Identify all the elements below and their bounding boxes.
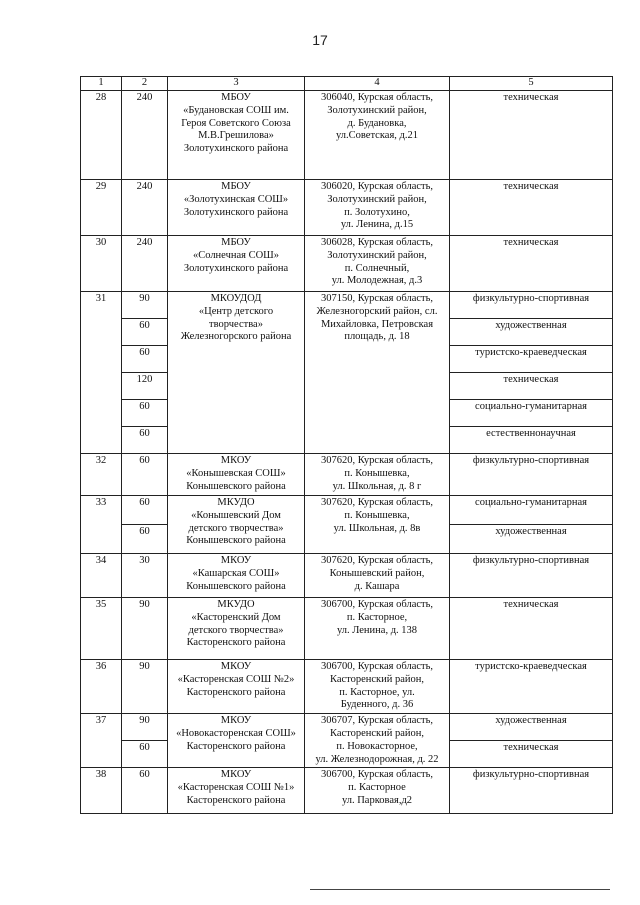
row-number-cell: 35 bbox=[81, 598, 122, 660]
capacity-cell: 60 bbox=[122, 454, 168, 496]
organization-cell bbox=[168, 292, 305, 454]
cell-text-line: Буденного, д. 36 bbox=[340, 699, 414, 711]
direction-cell: техническая bbox=[450, 741, 613, 768]
table-row bbox=[81, 554, 613, 598]
cell-text-line: Конышевский район, bbox=[329, 567, 425, 579]
cell-text-line: ул. Железнодорожная, д. 22 bbox=[315, 753, 439, 765]
cell-text-line: площадь, д. 18 bbox=[344, 331, 410, 343]
organization-cell bbox=[168, 180, 305, 236]
cell-text-line: п. Конышевка, bbox=[344, 467, 410, 479]
address-cell bbox=[305, 554, 450, 598]
capacity-cell: 90 bbox=[122, 660, 168, 714]
address-cell bbox=[305, 180, 450, 236]
capacity-cell: 60 bbox=[122, 768, 168, 814]
direction-cell: техническая bbox=[450, 373, 613, 400]
capacity-cell: 60 bbox=[122, 427, 168, 454]
table-row bbox=[81, 598, 613, 660]
header-cell: 1 bbox=[81, 77, 122, 91]
cell-text-line: п. Конышевка, bbox=[344, 509, 410, 521]
cell-text-line: Конышевского района bbox=[186, 480, 286, 492]
capacity-cell: 60 bbox=[122, 496, 168, 525]
cell-text-line: «Центр детского bbox=[198, 305, 274, 317]
row-number-cell: 38 bbox=[81, 768, 122, 814]
cell-text-line: 306020, Курская область, bbox=[320, 181, 434, 192]
row-number-cell: 31 bbox=[81, 292, 122, 454]
cell-text-line: д. Будановка, bbox=[347, 117, 407, 129]
cell-text-line: Касторенский район, bbox=[329, 673, 425, 685]
cell-text-line: «Конышевский Дом bbox=[191, 509, 281, 521]
cell-text-line: М.В.Грешилова» bbox=[198, 130, 274, 142]
organization-cell bbox=[168, 554, 305, 598]
cell-text-line: ул. Ленина, д. 138 bbox=[336, 624, 418, 636]
cell-text-line: ул. Ленина, д.15 bbox=[340, 219, 414, 231]
cell-text-line: 307620, Курская область, bbox=[320, 555, 434, 566]
direction-cell: техническая bbox=[450, 180, 613, 236]
cell-text-line: МКОУ bbox=[220, 555, 252, 566]
cell-text-line: ул. Парковая,д2 bbox=[341, 794, 413, 806]
cell-text-line: Михайловка, Петровская bbox=[320, 318, 434, 330]
address-cell bbox=[305, 660, 450, 714]
header-cell: 5 bbox=[450, 77, 613, 91]
cell-text-line: Касторенского района bbox=[186, 794, 286, 806]
direction-cell: техническая bbox=[450, 598, 613, 660]
cell-text-line: «Касторенская СОШ №2» bbox=[177, 673, 295, 685]
table-row bbox=[81, 180, 613, 236]
capacity-cell: 90 bbox=[122, 714, 168, 741]
address-cell bbox=[305, 598, 450, 660]
cell-text-line: «Солнечная СОШ» bbox=[192, 249, 280, 261]
cell-text-line: п. Новокасторное, bbox=[336, 740, 418, 752]
capacity-cell: 90 bbox=[122, 598, 168, 660]
cell-text-line: Конышевского района bbox=[186, 535, 286, 547]
direction-cell: физкультурно-спортивная bbox=[450, 454, 613, 496]
cell-text-line: Золотухинского района bbox=[183, 206, 289, 218]
cell-text-line: 306707, Курская область, bbox=[320, 715, 434, 727]
cell-text-line: Конышевского района bbox=[186, 580, 286, 592]
cell-text-line: Золотухинский район, bbox=[327, 104, 427, 116]
cell-text-line: Касторенского района bbox=[186, 686, 286, 698]
cell-text-line: МКОУ bbox=[220, 769, 252, 781]
capacity-cell: 30 bbox=[122, 554, 168, 598]
organization-cell bbox=[168, 768, 305, 814]
header-cell: 3 bbox=[168, 77, 305, 91]
cell-text-line: «Конышевская СОШ» bbox=[186, 467, 286, 479]
table-row bbox=[81, 292, 613, 319]
table-row bbox=[81, 454, 613, 496]
organization-cell bbox=[168, 660, 305, 714]
institutions-table bbox=[80, 76, 613, 814]
capacity-cell: 120 bbox=[122, 373, 168, 400]
header-cell: 4 bbox=[305, 77, 450, 91]
table-row bbox=[81, 236, 613, 292]
direction-cell: туристско-краеведческая bbox=[450, 346, 613, 373]
cell-text-line: МКОУ bbox=[220, 661, 252, 672]
row-number-cell: 29 bbox=[81, 180, 122, 236]
cell-text-line: МКОУДОД bbox=[210, 293, 262, 304]
footer-rule bbox=[310, 889, 610, 890]
capacity-cell: 60 bbox=[122, 319, 168, 346]
cell-text-line: 306040, Курская область, bbox=[320, 92, 434, 103]
cell-text-line: 306700, Курская область, bbox=[320, 661, 434, 672]
cell-text-line: детского творчества» bbox=[188, 522, 284, 534]
direction-cell: техническая bbox=[450, 236, 613, 292]
direction-cell: техническая bbox=[450, 91, 613, 180]
row-number-cell: 28 bbox=[81, 91, 122, 180]
direction-cell: физкультурно-спортивная bbox=[450, 768, 613, 814]
row-number-cell: 33 bbox=[81, 496, 122, 554]
cell-text-line: 307620, Курская область, bbox=[320, 497, 434, 508]
address-cell bbox=[305, 454, 450, 496]
organization-cell bbox=[168, 598, 305, 660]
cell-text-line: МБОУ bbox=[221, 237, 251, 248]
table-row bbox=[81, 496, 613, 525]
table-row bbox=[81, 714, 613, 741]
cell-text-line: Золотухинского района bbox=[183, 262, 289, 274]
cell-text-line: 307150, Курская область, bbox=[320, 293, 434, 304]
header-cell: 2 bbox=[122, 77, 168, 91]
cell-text-line: 306700, Курская область, bbox=[320, 769, 434, 781]
cell-text-line: Героя Советского Союза bbox=[181, 117, 291, 129]
cell-text-line: МКОУ bbox=[220, 455, 252, 466]
cell-text-line: п. Золотухино, bbox=[344, 206, 410, 218]
cell-text-line: МКУДО bbox=[217, 599, 255, 610]
direction-cell: естественнонаучная bbox=[450, 427, 613, 454]
organization-cell bbox=[168, 236, 305, 292]
capacity-cell: 240 bbox=[122, 91, 168, 180]
capacity-cell: 90 bbox=[122, 292, 168, 319]
address-cell bbox=[305, 496, 450, 554]
cell-text-line: Железногорского района bbox=[180, 331, 292, 343]
direction-cell: художественная bbox=[450, 714, 613, 741]
cell-text-line: ул. Школьная, д. 8 г bbox=[332, 480, 422, 492]
direction-cell: социально-гуманитарная bbox=[450, 496, 613, 525]
address-cell bbox=[305, 714, 450, 768]
capacity-cell: 240 bbox=[122, 180, 168, 236]
cell-text-line: п. Касторное, bbox=[346, 611, 408, 623]
address-cell bbox=[305, 768, 450, 814]
cell-text-line: п. Солнечный, bbox=[344, 262, 410, 274]
cell-text-line: Касторенского района bbox=[186, 637, 286, 649]
cell-text-line: п. Касторное bbox=[348, 782, 406, 794]
table-row bbox=[81, 660, 613, 714]
table-row bbox=[81, 768, 613, 814]
cell-text-line: «Кашарская СОШ» bbox=[192, 567, 280, 579]
cell-text-line: 306028, Курская область, bbox=[320, 237, 434, 248]
cell-text-line: 307620, Курская область, bbox=[320, 455, 434, 466]
direction-cell: художественная bbox=[450, 319, 613, 346]
row-number-cell: 36 bbox=[81, 660, 122, 714]
cell-text-line: «Новокасторенская СОШ» bbox=[176, 727, 296, 739]
cell-text-line: Золотухинский район, bbox=[327, 193, 427, 205]
organization-cell bbox=[168, 714, 305, 768]
cell-text-line: ул. Молодежная, д.3 bbox=[331, 275, 423, 287]
organization-cell bbox=[168, 91, 305, 180]
cell-text-line: ул.Советская, д.21 bbox=[336, 130, 418, 142]
row-number-cell: 37 bbox=[81, 714, 122, 768]
organization-cell bbox=[168, 454, 305, 496]
cell-text-line: «Будановская СОШ им. bbox=[183, 104, 289, 116]
direction-cell: физкультурно-спортивная bbox=[450, 554, 613, 598]
capacity-cell: 60 bbox=[122, 525, 168, 554]
cell-text-line: п. Касторное, ул. bbox=[339, 686, 415, 698]
cell-text-line: Золотухинского района bbox=[183, 143, 289, 155]
table-row bbox=[81, 91, 613, 180]
cell-text-line: Железногорский район, сл. bbox=[316, 305, 438, 317]
cell-text-line: МБОУ bbox=[221, 181, 251, 192]
page-number: 17 bbox=[312, 32, 328, 48]
cell-text-line: творчества» bbox=[209, 318, 263, 330]
address-cell bbox=[305, 236, 450, 292]
cell-text-line: «Касторенская СОШ №1» bbox=[177, 782, 295, 794]
cell-text-line: МКОУ bbox=[220, 715, 252, 727]
cell-text-line: детского творчества» bbox=[188, 624, 284, 636]
header-row bbox=[81, 77, 613, 91]
row-number-cell: 32 bbox=[81, 454, 122, 496]
capacity-cell: 60 bbox=[122, 346, 168, 373]
organization-cell bbox=[168, 496, 305, 554]
row-number-cell: 30 bbox=[81, 236, 122, 292]
cell-text-line: Касторенского района bbox=[186, 740, 286, 752]
direction-cell: социально-гуманитарная bbox=[450, 400, 613, 427]
cell-text-line: ул. Школьная, д. 8в bbox=[333, 522, 421, 534]
address-cell bbox=[305, 292, 450, 454]
cell-text-line: Золотухинский район, bbox=[327, 249, 427, 261]
capacity-cell: 60 bbox=[122, 741, 168, 768]
address-cell bbox=[305, 91, 450, 180]
cell-text-line: «Касторенский Дом bbox=[191, 611, 281, 623]
cell-text-line: д. Кашара bbox=[354, 580, 400, 592]
cell-text-line: «Золотухинская СОШ» bbox=[183, 193, 289, 205]
direction-cell: художественная bbox=[450, 525, 613, 554]
cell-text-line: 306700, Курская область, bbox=[320, 599, 434, 610]
capacity-cell: 60 bbox=[122, 400, 168, 427]
capacity-cell: 240 bbox=[122, 236, 168, 292]
cell-text-line: МБОУ bbox=[221, 92, 251, 103]
direction-cell: физкультурно-спортивная bbox=[450, 292, 613, 319]
row-number-cell: 34 bbox=[81, 554, 122, 598]
direction-cell: туристско-краеведческая bbox=[450, 660, 613, 714]
cell-text-line: Касторенский район, bbox=[329, 727, 425, 739]
cell-text-line: МКУДО bbox=[217, 497, 255, 508]
